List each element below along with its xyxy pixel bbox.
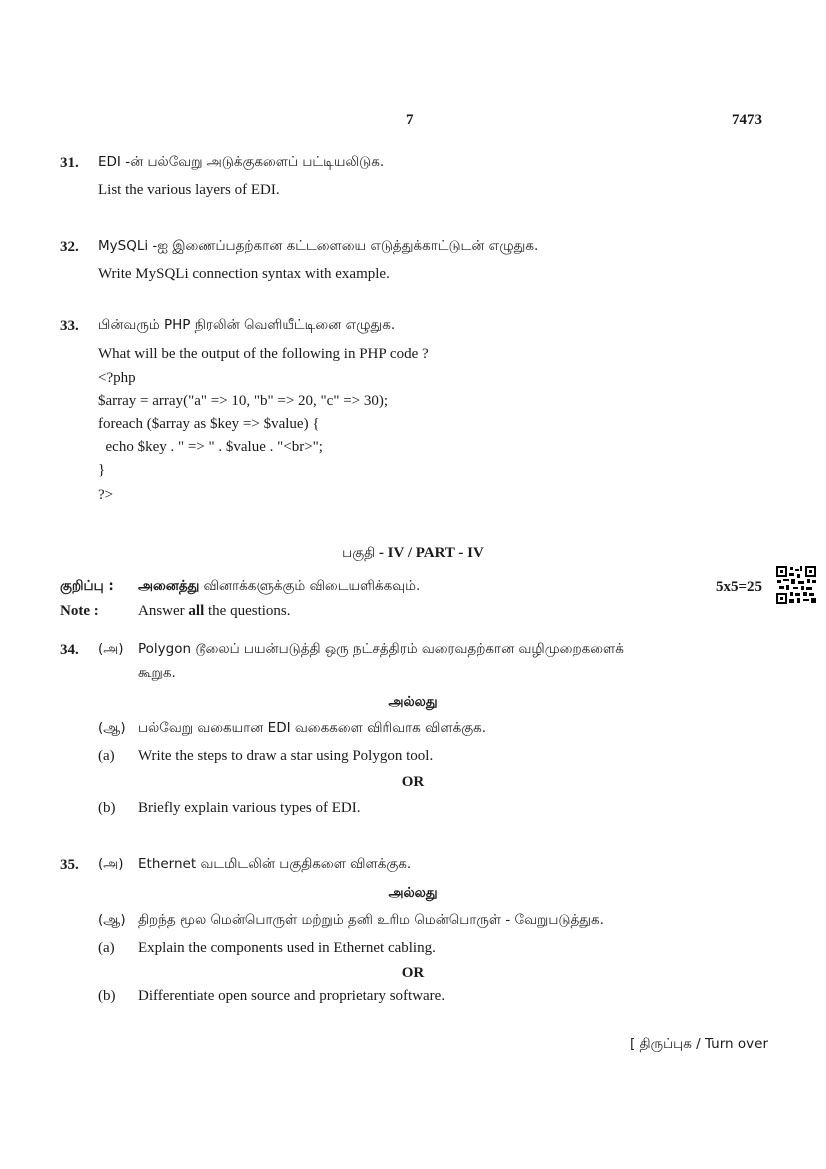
code-line: <?php [98, 370, 136, 386]
note-english [138, 601, 291, 621]
q34-b-english: Briefly explain various types of EDI. [138, 800, 361, 816]
q34-a-tamil-cont: கூறுக. [138, 665, 176, 681]
q35-a-english: Explain the components used in Ethernet cabling. [138, 940, 436, 956]
q34-a-tamil-label: (அ) [98, 641, 124, 657]
turn-over-text: [ திருப்புக / Turn over [629, 1036, 768, 1052]
q33-tamil: பின்வரும் PHP நிரலின் வெளியீட்டினை எழுதுக. [98, 317, 396, 333]
code-line: foreach ($array as $key => $value) { [98, 416, 320, 432]
q34-or-english: OR [401, 774, 425, 790]
code-line: $array = array("a" => 10, "b" => 20, "c" => 30); [98, 393, 389, 409]
q31-english: List the various layers of EDI. [98, 182, 280, 198]
note-tamil-rest: வினாக்களுக்கும் விடையளிக்கவும். [199, 578, 421, 594]
q32-english: Write MySQLi connection syntax with example. [98, 266, 390, 282]
q35-b-tamil: திறந்த மூல மென்பொருள் மற்றும் தனி உரிம மென்பொருள் - வேறுபடுத்துக. [138, 912, 604, 928]
q34-b-tamil-label: (ஆ) [98, 720, 126, 736]
q34-or-tamil: அல்லது [388, 694, 438, 710]
q31-tamil: EDI -ன் பல்வேறு அடுக்குகளைப் பட்டியலிடுக. [98, 154, 385, 170]
part-heading-english: - IV / PART - IV [375, 545, 484, 561]
q33-english: What will be the output of the following in PHP code ? [98, 346, 429, 362]
q32-tamil: MySQLi -ஐ இணைப்பதற்கான கட்டளையை எடுத்துக்காட்டுடன் எழுதுக. [98, 238, 539, 254]
paper-code: 7473 [732, 112, 762, 128]
q35-b-tamil-label: (ஆ) [98, 912, 126, 928]
q35-a-tamil-label: (அ) [98, 856, 124, 872]
q34-a-english: Write the steps to draw a star using Polygon tool. [138, 748, 434, 764]
part-heading-tamil: பகுதி [342, 545, 376, 561]
note-tamil [138, 576, 420, 596]
q34-number: 34. [60, 642, 79, 658]
note-english-bold: all [188, 603, 205, 619]
code-line: echo $key . " => " . $value . "<br>"; [98, 439, 323, 455]
q32-number: 32. [60, 239, 79, 255]
note-label-english: Note : [60, 603, 99, 619]
marks: 5x5=25 [716, 579, 763, 595]
part-heading [0, 543, 826, 563]
q35-a-english-label: (a) [98, 940, 115, 956]
q34-a-tamil: Polygon டூலைப் பயன்படுத்தி ஒரு நட்சத்திரம் வரைவதற்கான வழிமுறைகளைக் [138, 641, 624, 657]
q35-b-english-label: (b) [98, 988, 116, 1004]
q34-b-english-label: (b) [98, 800, 116, 816]
q35-number: 35. [60, 857, 79, 873]
q31-number: 31. [60, 155, 79, 171]
code-line: } [98, 462, 106, 478]
page-number: 7 [406, 112, 414, 128]
q35-or-tamil: அல்லது [388, 885, 438, 901]
q34-a-english-label: (a) [98, 748, 115, 764]
note-label-tamil: குறிப்பு : [60, 578, 114, 594]
q33-number: 33. [60, 318, 79, 334]
q35-a-tamil: Ethernet வடமிடலின் பகுதிகளை விளக்குக. [138, 856, 412, 872]
turn-over [630, 1034, 768, 1054]
note-tamil-bold: அனைத்து [138, 578, 200, 594]
q35-b-english: Differentiate open source and proprietary software. [138, 988, 446, 1004]
q35-or-english: OR [401, 965, 425, 981]
q34-b-tamil: பல்வேறு வகையான EDI வகைகளை விரிவாக விளக்குக. [138, 720, 487, 736]
code-line: ?> [98, 487, 114, 503]
qr-code-icon [776, 566, 816, 604]
note-english-pre: Answer [138, 603, 189, 619]
note-english-post: the questions. [204, 603, 291, 619]
